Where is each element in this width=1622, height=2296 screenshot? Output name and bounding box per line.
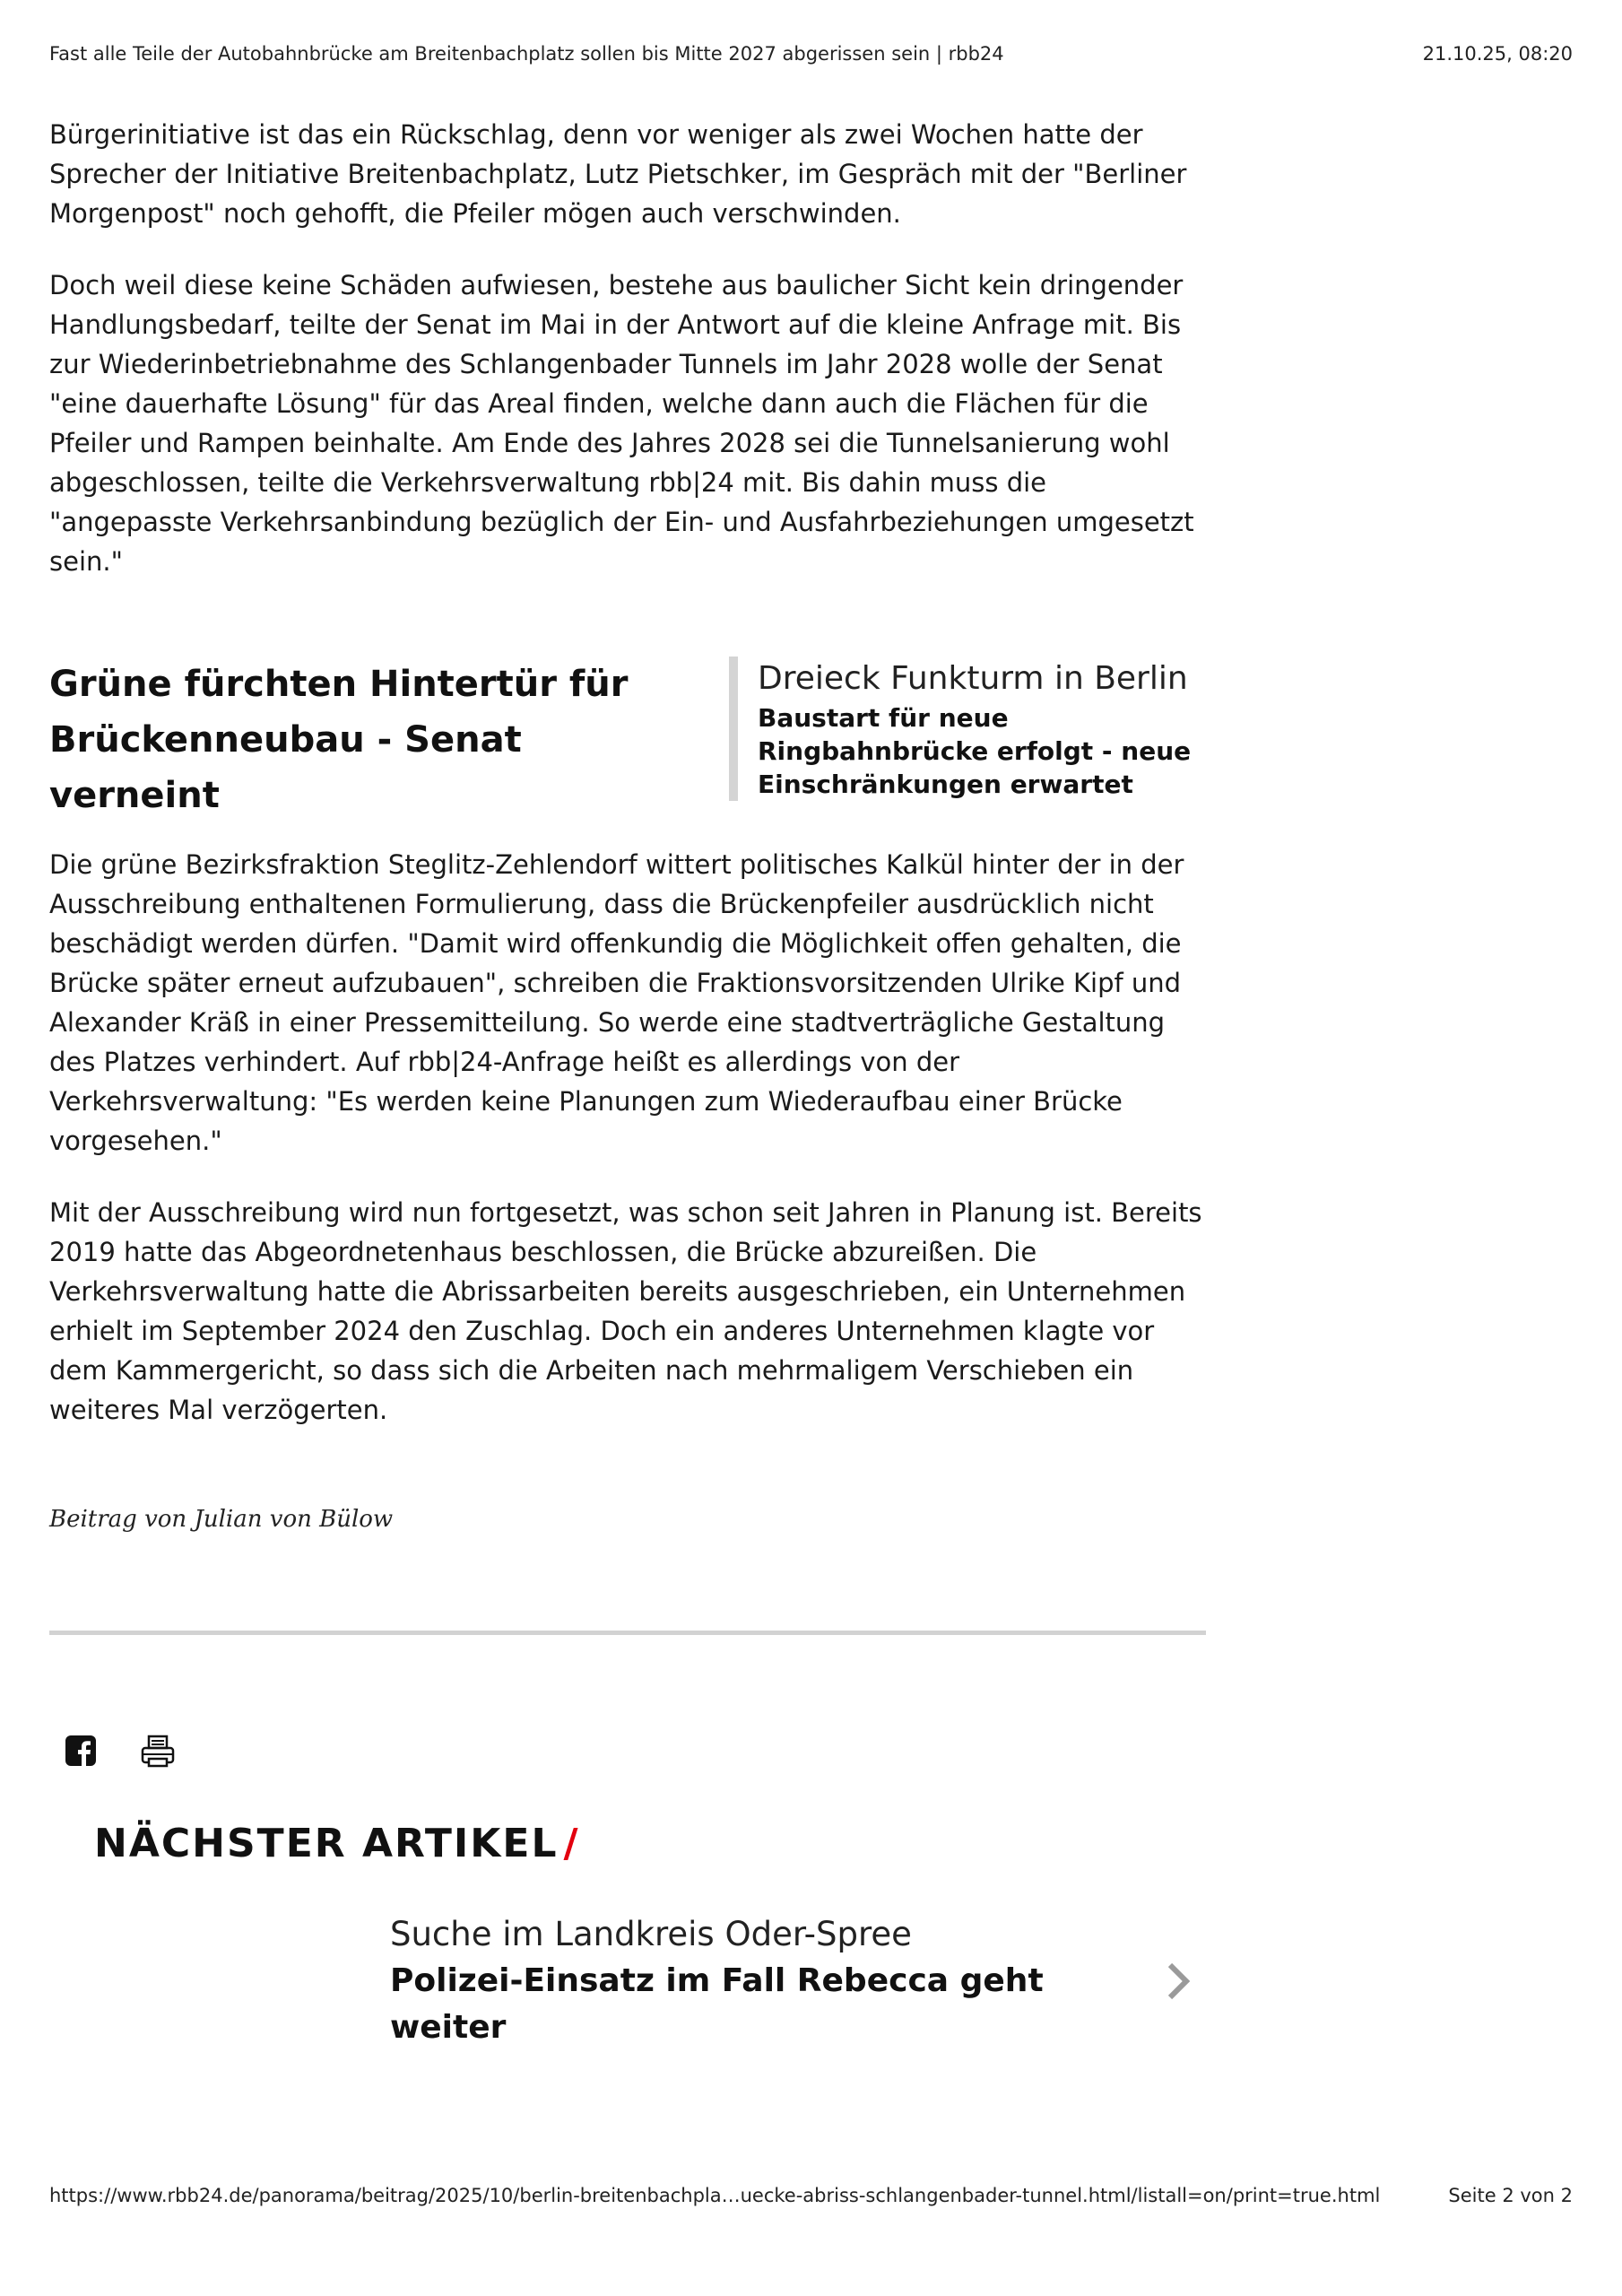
next-article-link[interactable]: [390, 1911, 1197, 2051]
share-row: [49, 1734, 1206, 1771]
related-article-teaser[interactable]: [729, 657, 1206, 801]
chevron-right-icon[interactable]: [1161, 1954, 1197, 2008]
article-section: [49, 657, 1206, 1430]
article-body: [49, 115, 1206, 1771]
article-paragraph: Mit der Ausschreibung wird nun fortgesetzt, was schon seit Jahren in Planung ist. Bereits 2019 hatte das Abgeordnetenhaus beschlossen, die Brücke abzureißen. Die Verkehrsverwaltung hatte die Abrissarbeiten bereits ausgeschrieben, ein Unternehmen erhielt im September 2024 den Zuschlag. Doch ein anderes Unternehmen klagte vor dem Kammergericht, so dass sich die Arbeiten nach mehrmaligem Verschieben ein weiteres Mal verzögerten.: [49, 1197, 1202, 1425]
teaser-title: Baustart für neue Ringbahnbrücke erfolgt - neue Einschränkungen erwartet: [758, 703, 1192, 799]
print-header: [49, 43, 1573, 65]
next-article-label: NÄCHSTER ARTIKEL: [94, 1821, 559, 1866]
page-url: https://www.rbb24.de/panorama/beitrag/2025/10/berlin-breitenbachpla…uecke-abriss-schlangenbader-tunnel.html/listall=on/print=true.html: [49, 2185, 1381, 2206]
print-datetime: 21.10.25, 08:20: [1422, 43, 1573, 65]
next-article-heading: [94, 1821, 1206, 1866]
divider: [49, 1631, 1206, 1635]
next-article-text: [390, 1911, 1143, 2051]
next-article-kicker: Suche im Landkreis Oder-Spree: [390, 1915, 912, 1953]
next-article-title: Polizei-Einsatz im Fall Rebecca geht weiter: [390, 1962, 1044, 2046]
next-article-slash: /: [563, 1821, 580, 1866]
document-title: Fast alle Teile der Autobahnbrücke am Breitenbachplatz sollen bis Mitte 2027 abgerissen sein | rbb24: [49, 43, 1004, 65]
article-paragraph: Doch weil diese keine Schäden aufwiesen, bestehe aus baulicher Sicht kein dringender Handlungsbedarf, teilte der Senat im Mai in der Antwort auf die kleine Anfrage mit. Bis zur Wiederinbetriebnahme des Schlangenbader Tunnels im Jahr 2028 wolle der Senat "eine dauerhafte Lösung" für das Areal finden, welche dann auch die Flächen für die Pfeiler und Rampen beinhalte. Am Ende des Jahres 2028 sei die Tunnelsanierung wohl abgeschlossen, teilte die Verkehrsverwaltung rbb|24 mit. Bis dahin muss die "angepasste Verkehrsanbindung bezüglich der Ein- und Ausfahrbeziehungen umgesetzt sein.": [49, 270, 1194, 577]
next-article-block: [49, 1821, 1206, 2051]
article-paragraph: Bürgerinitiative ist das ein Rückschlag, denn vor weniger als zwei Wochen hatte der Sprecher der Initiative Breitenbachplatz, Lutz Pietschker, im Gespräch mit der "Berliner Morgenpost" noch gehofft, die Pfeiler mögen auch verschwinden.: [49, 119, 1187, 229]
facebook-icon[interactable]: [64, 1734, 101, 1771]
teaser-kicker: Dreieck Funkturm in Berlin: [758, 660, 1188, 697]
page-number: Seite 2 von 2: [1448, 2185, 1573, 2206]
article-paragraph: Die grüne Bezirksfraktion Steglitz-Zehlendorf wittert politisches Kalkül hinter der in der Ausschreibung enthaltenen Formulierung, dass die Brückenpfeiler ausdrücklich nicht beschädigt werden dürfen. "Damit wird offenkundig die Möglichkeit offen gehalten, die Brücke später erneut aufzubauen", schreiben die Fraktionsvorsitzenden Ulrike Kipf und Alexander Kräß in einer Pressemitteilung. So werde eine stadtverträgliche Gestaltung des Platzes verhindert. Auf rbb|24-Anfrage heißt es allerdings von der Verkehrsverwaltung: "Es werden keine Planungen zum Wiederaufbau einer Brücke vorgesehen.": [49, 849, 1184, 1156]
byline: Beitrag von Julian von Bülow: [49, 1506, 394, 1533]
print-footer: [49, 2185, 1573, 2206]
print-icon[interactable]: [139, 1734, 177, 1771]
section-heading: Grüne fürchten Hintertür für Brückenneubau - Senat verneint: [49, 664, 629, 816]
